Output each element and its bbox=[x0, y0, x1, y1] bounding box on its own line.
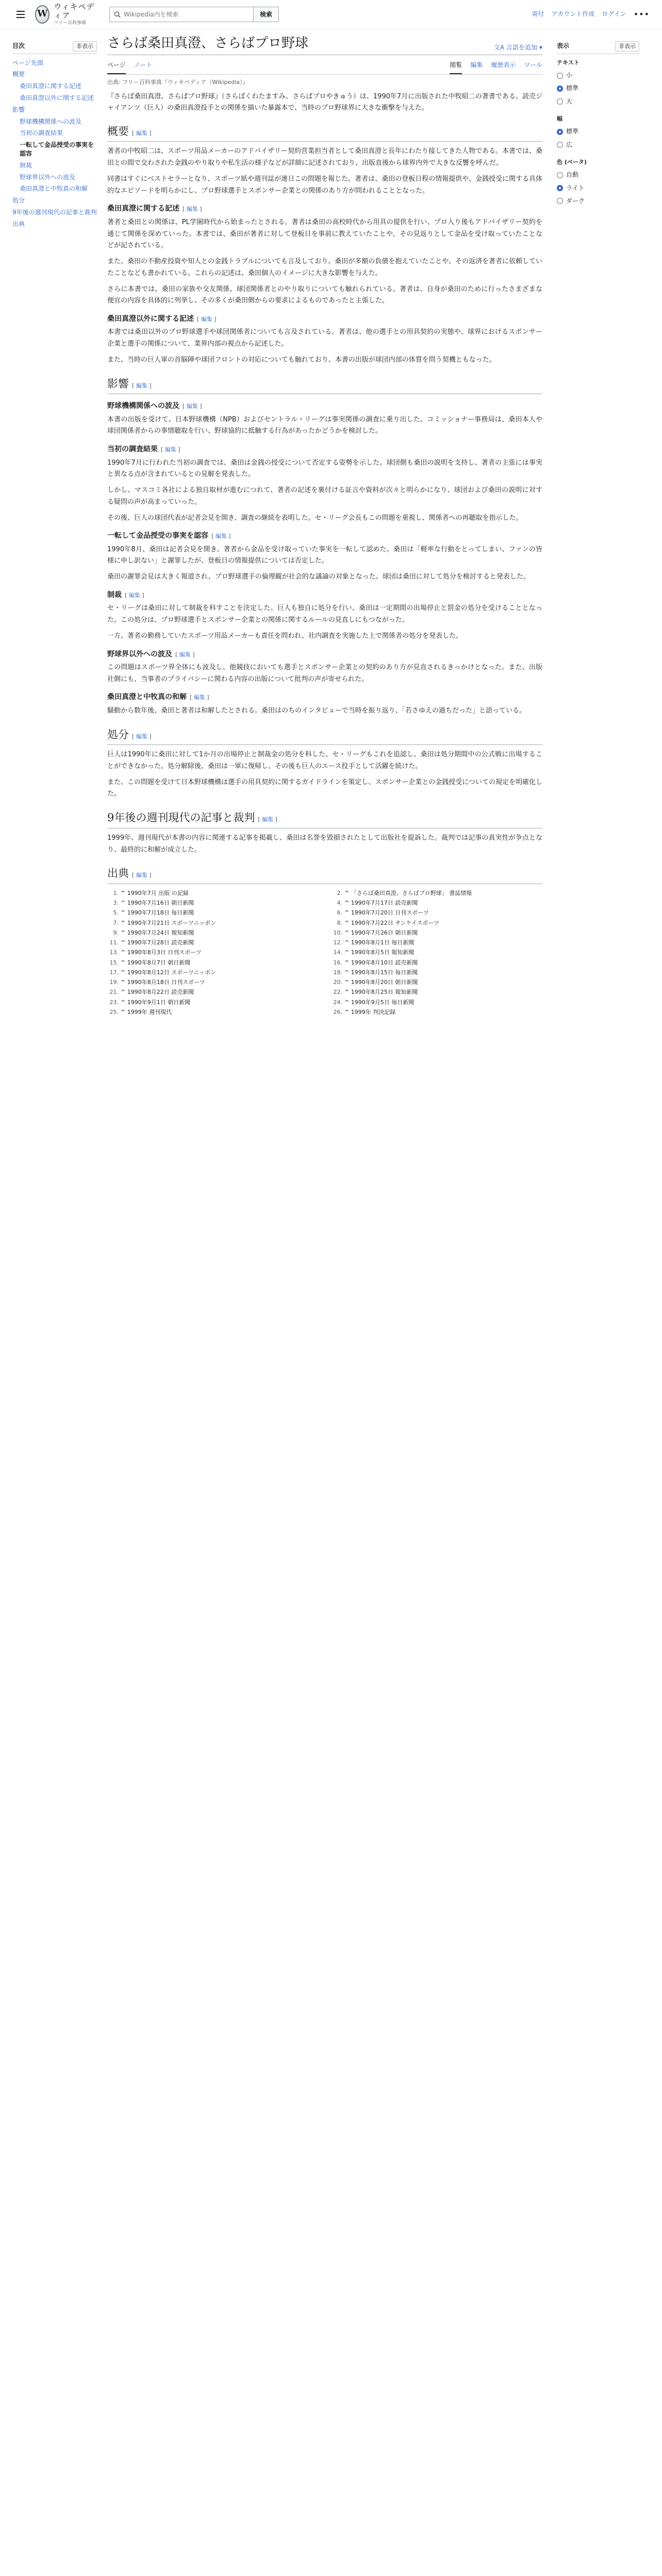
article-paragraph: 騒動から数年後、桑田と著者は和解したとされる。桑田はのちのインタビューで当時を振り返り、「若さゆえの過ちだった」と語っている。 bbox=[107, 706, 526, 715]
article-paragraph: 著者と桑田との関係は、PL学園時代から始まったとされる。著者は桑田の高校時代から用具の提供を行い、プロ入り後もアドバイザリー契約を通じて関係を深めていった。本書では、桑田が著者に対して登板日を事前に教えていたことや、その見返りとして金品を受け取っていたことなどが記されている。 bbox=[107, 218, 542, 250]
toc-item[interactable]: ページ先頭 bbox=[12, 59, 43, 66]
text-size-label: テキスト bbox=[557, 59, 580, 66]
edit-section-link[interactable]: [ 編集 ] bbox=[183, 206, 202, 213]
reference-link[interactable]: ^ 1990年9月5日 毎日新聞 bbox=[344, 998, 415, 1006]
toc-item[interactable]: 桑田真澄に関する記述 bbox=[20, 82, 82, 90]
toc-item[interactable]: 概要 bbox=[12, 71, 25, 78]
edit-section-link[interactable]: [ 編集 ] bbox=[258, 816, 277, 823]
section-heading: 概要 [ 編集 ] bbox=[107, 123, 542, 142]
reference-item: 14. ^ 1990年8月5日 報知新聞 bbox=[331, 947, 542, 957]
toc-list bbox=[12, 57, 97, 230]
text-size-option[interactable]: 小 bbox=[557, 69, 639, 82]
article-paragraph: 桑田の謝罪会見は大きく報道され、プロ野球選手の倫理観が社会的な議論の対象となった。球団は桑田に対して処分を検討すると発表した。 bbox=[107, 573, 530, 581]
reference-item: 24. ^ 1990年9月5日 毎日新聞 bbox=[331, 997, 542, 1007]
reference-link[interactable]: ^ 1990年8月1日 毎日新聞 bbox=[344, 939, 415, 946]
toc-item[interactable]: 野球界以外への波及 bbox=[20, 173, 76, 181]
edit-section-link[interactable]: [ 編集 ] bbox=[161, 446, 180, 453]
logo-subtitle: フリー百科事典 bbox=[54, 20, 86, 26]
edit-section-link[interactable]: [ 編集 ] bbox=[132, 129, 152, 137]
reference-item: 10. ^ 1990年7月26日 朝日新聞 bbox=[331, 928, 542, 938]
chevron-down-icon: ▾ bbox=[539, 43, 542, 51]
reference-link[interactable]: ^ 1990年7月18日 毎日新聞 bbox=[121, 909, 194, 917]
edit-section-link[interactable]: [ 編集 ] bbox=[132, 382, 152, 389]
reference-item: 25. ^ 1999年 週刊現代 bbox=[107, 1007, 319, 1017]
color-option[interactable]: ダーク bbox=[557, 195, 639, 208]
edit-section-link[interactable]: [ 編集 ] bbox=[132, 872, 152, 879]
edit-section-link[interactable]: [ 編集 ] bbox=[183, 403, 202, 410]
tab-edit[interactable]: 編集 bbox=[470, 61, 483, 69]
toc-item[interactable]: 桑田真澄以外に関する記述 bbox=[20, 94, 94, 101]
article-paragraph: さらに本書では、桑田の家族や交友関係、球団関係者とのやり取りについても触れられている。著者は、自身が桑田のために行ったさまざまな便宜の内容を具体的に列挙し、その多くが桑田側からの要求によるものであったと主張した。 bbox=[107, 285, 542, 305]
color-option[interactable]: 自動 bbox=[557, 168, 639, 181]
reference-item: 13. ^ 1990年8月3日 日刊スポーツ bbox=[107, 947, 319, 957]
reference-item: 2. ^ 「さらば桑田真澄、さらばプロ野球」 書誌情報 bbox=[331, 888, 542, 898]
reference-link[interactable]: ^ 1990年8月3日 日刊スポーツ bbox=[121, 949, 202, 956]
search-icon bbox=[114, 11, 121, 18]
table-of-contents bbox=[12, 29, 97, 1017]
logo-title: ウィキペディア bbox=[54, 2, 95, 21]
toc-item[interactable]: 制裁 bbox=[20, 161, 32, 169]
reference-item: 8. ^ 1990年7月22日 サンケイスポーツ bbox=[331, 918, 542, 928]
width-option[interactable]: 広 bbox=[557, 139, 639, 151]
search-field[interactable] bbox=[109, 7, 254, 22]
tab-page[interactable]: ページ bbox=[107, 57, 126, 74]
article-paragraph: しかし、マスコミ各社による独自取材が進むにつれて、著者の記述を裏付ける証言や資料が次々と明らかになり、球団および桑田の説明に対する疑問の声が高まっていった。 bbox=[107, 486, 542, 506]
reference-link[interactable]: ^ 1990年8月25日 報知新聞 bbox=[344, 989, 418, 996]
radio-icon bbox=[557, 129, 563, 135]
article-paragraph: 一方、著者の勤務していたスポーツ用品メーカーも責任を問われ、社内調査を実施した上で関係者の処分を発表した。 bbox=[107, 632, 463, 640]
reference-item: 18. ^ 1990年8月15日 毎日新聞 bbox=[331, 968, 542, 977]
section-heading: 出典 [ 編集 ] bbox=[107, 865, 542, 884]
reference-link[interactable]: ^ 1990年8月10日 読売新聞 bbox=[344, 959, 418, 966]
radio-icon bbox=[557, 198, 563, 204]
edit-section-link[interactable]: [ 編集 ] bbox=[211, 533, 231, 540]
source-line: 出典: フリー百科事典『ウィキペディア（Wikipedia）』 bbox=[107, 78, 249, 86]
reference-item: 26. ^ 1999年 判決記録 bbox=[331, 1007, 542, 1017]
toc-title: 目次 bbox=[12, 42, 25, 50]
reference-link[interactable]: ^ 1990年8月20日 朝日新聞 bbox=[344, 979, 418, 986]
article-paragraph: その後、巨人の球団代表が記者会見を開き、調査の継続を表明した。セ・リーグ会長もこの問題を重視し、関係者への再聴取を指示した。 bbox=[107, 514, 523, 522]
reference-item: 4. ^ 1990年7月17日 読売新聞 bbox=[331, 898, 542, 908]
reference-link[interactable]: ^ 1990年8月18日 日刊スポーツ bbox=[121, 979, 205, 986]
article-paragraph: 同書はすぐにベストセラーとなり、スポーツ紙や週刊誌が連日この問題を報じた。著者は、桑田の登板日程の情報提供や、金銭授受に関する具体的なエピソードを明らかにし、プロ野球選手とスポンサー企業との関係のあり方が問われることとなった。 bbox=[107, 175, 542, 195]
appearance-title: 表示 bbox=[557, 42, 570, 50]
section-heading: 影響 [ 編集 ] bbox=[107, 376, 542, 395]
login-link[interactable]: ログイン bbox=[602, 10, 626, 18]
reference-link[interactable]: ^ 1999年 判決記録 bbox=[344, 1008, 396, 1015]
reference-item: 1. ^ 1990年7月 出版 の記録 bbox=[107, 888, 319, 898]
reference-link[interactable]: ^ 1990年7月28日 読売新聞 bbox=[121, 939, 194, 946]
reference-item: 22. ^ 1990年8月25日 報知新聞 bbox=[331, 987, 542, 997]
toc-item[interactable]: 一転して金品授受の事実を認容 bbox=[20, 141, 94, 157]
width-option[interactable]: 標準 bbox=[557, 125, 639, 138]
article-paragraph: 1999年、週刊現代が本書の内容に関連する記事を掲載し、桑田は名誉を毀損されたとして出版社を提訴した。裁判では記事の真実性が争点となり、最終的に和解が成立した。 bbox=[107, 834, 542, 854]
reference-item: 19. ^ 1990年8月18日 日刊スポーツ bbox=[107, 977, 319, 987]
reference-item: 21. ^ 1990年8月22日 読売新聞 bbox=[107, 987, 319, 997]
reference-item: 20. ^ 1990年8月20日 朝日新聞 bbox=[331, 977, 542, 987]
toc-item[interactable]: 処分 bbox=[12, 197, 25, 205]
edit-section-link[interactable]: [ 編集 ] bbox=[132, 733, 152, 740]
edit-section-link[interactable]: [ 編集 ] bbox=[197, 316, 217, 323]
reference-item: 5. ^ 1990年7月18日 毎日新聞 bbox=[107, 908, 319, 918]
reference-item: 3. ^ 1990年7月16日 朝日新聞 bbox=[107, 898, 319, 908]
article-paragraph: 1990年7月に行われた当初の調査では、桑田は金銭の授受について否定する姿勢を示した。球団側も桑田の説明を支持し、著者の主張には事実と異なる点が含まれているとの見解を発表した。 bbox=[107, 459, 542, 479]
width-label: 幅 bbox=[557, 115, 562, 122]
toc-item[interactable]: 出典 bbox=[12, 220, 25, 228]
create-account-link[interactable]: アカウント作成 bbox=[551, 10, 595, 18]
radio-icon bbox=[557, 98, 563, 105]
reference-link[interactable]: ^ 1990年8月5日 報知新聞 bbox=[344, 949, 415, 956]
reference-link[interactable]: ^ 1990年7月26日 朝日新聞 bbox=[344, 929, 418, 936]
article-paragraph: この問題はスポーツ界全体にも波及し、他競技においても選手とスポンサー企業との契約のあり方が見直されるきっかけとなった。また、出版社側にも、当事者のプライバシーに関わる内容の出版について批判の声が寄せられた。 bbox=[107, 663, 542, 683]
toc-item[interactable]: 当初の調査結果 bbox=[20, 129, 63, 137]
appearance-panel bbox=[557, 29, 639, 1017]
reference-link[interactable]: ^ 1990年7月 出版 の記録 bbox=[121, 889, 189, 896]
subsection-heading: 当初の調査結果 [ 編集 ] bbox=[107, 445, 180, 454]
reference-item: 17. ^ 1990年8月12日 スポーツニッポン bbox=[107, 968, 319, 977]
lead-paragraph: 『さらば桑田真澄、さらばプロ野球』（さらばくわたますみ、さらばプロやきゅう）は、1990年7月に出版された中牧昭二の著書である。読売ジャイアンツ（巨人）の桑田真澄投手との関係を描いた暴露本で、当時のプロ野球界に大きな衝撃を与えた。 bbox=[107, 92, 542, 112]
donate-link[interactable]: 寄付 bbox=[532, 10, 544, 18]
reference-item: 16. ^ 1990年8月10日 読売新聞 bbox=[331, 958, 542, 968]
page-tabs bbox=[107, 57, 542, 75]
main-content bbox=[97, 29, 551, 1017]
subsection-heading: 野球機構関係への波及 [ 編集 ] bbox=[107, 402, 202, 411]
section-heading: 9年後の週刊現代の記事と裁判 [ 編集 ] bbox=[107, 809, 542, 828]
reference-link[interactable]: ^ 1990年8月12日 スポーツニッポン bbox=[121, 969, 217, 976]
tab-history[interactable]: 履歴表示 bbox=[491, 61, 516, 69]
color-option[interactable]: ライト bbox=[557, 182, 639, 195]
article-paragraph: 本書では桑田以外のプロ野球選手や球団関係者についても言及されている。著者は、他の選手との用具契約の実態や、球界におけるスポンサー企業と選手の関係について、業界内部の視点から記述した。 bbox=[107, 328, 542, 348]
reference-link[interactable]: ^ 「さらば桑田真澄、さらばプロ野球」 書誌情報 bbox=[344, 889, 472, 896]
search-form bbox=[109, 7, 279, 22]
toc-hide-button[interactable]: 非表示 bbox=[73, 41, 97, 52]
search-button[interactable]: 検索 bbox=[254, 7, 279, 22]
subsection-heading: 桑田真澄に関する記述 [ 編集 ] bbox=[107, 205, 202, 213]
reference-link[interactable]: ^ 1990年8月7日 朝日新聞 bbox=[121, 959, 191, 966]
reference-item: 6. ^ 1990年7月20日 日刊スポーツ bbox=[331, 908, 542, 918]
article-paragraph: 著者の中牧昭二は、スポーツ用品メーカーのアドバイザリー契約営業担当者として桑田真澄と長年にわたり接してきた人物である。本書では、桑田との間で交わされた金銭のやり取りや私生活の様子などが詳細に記述されており、出版直後から球界内外で大きな反響を呼んだ。 bbox=[107, 147, 542, 167]
references-list bbox=[107, 888, 542, 1017]
article-paragraph: また、当時の巨人軍の首脳陣や球団フロントの対応についても触れており、本書の出版が球団内部の体質を問う契機ともなった。 bbox=[107, 355, 496, 364]
tab-talk[interactable]: ノート bbox=[134, 61, 153, 69]
reference-item: 9. ^ 1990年7月24日 報知新聞 bbox=[107, 928, 319, 938]
text-size-option[interactable]: 大 bbox=[557, 95, 639, 108]
article-paragraph: 巨人は1990年に桑田に対して1か月の出場停止と制裁金の処分を科した。セ・リーグもこれを追認し、桑田は処分期間中の公式戦に出場することができなかった。処分解除後、桑田は一軍に復帰し、その後も巨人のエース投手として活躍を続けた。 bbox=[107, 751, 542, 770]
article-paragraph: 本書の出版を受けて、日本野球機構（NPB）およびセントラル・リーグは事実関係の調査に乗り出した。コミッショナー事務局は、桑田本人や球団関係者からの事情聴取を行い、野球協約に抵触する行為があったかどうかを検討した。 bbox=[107, 415, 542, 435]
article-paragraph: また、この問題を受けて日本野球機構は選手の用具契約に関するガイドラインを策定し、スポンサー企業との金銭授受についての規定を明確化した。 bbox=[107, 778, 542, 798]
reference-item: 15. ^ 1990年8月7日 朝日新聞 bbox=[107, 958, 319, 968]
reference-item: 7. ^ 1990年7月21日 スポーツニッポン bbox=[107, 918, 319, 928]
edit-section-link[interactable]: [ 編集 ] bbox=[125, 591, 144, 599]
subsection-heading: 一転して金品授受の事実を認容 [ 編集 ] bbox=[107, 532, 231, 540]
reference-link[interactable]: ^ 1990年7月20日 日刊スポーツ bbox=[344, 909, 429, 917]
text-size-option[interactable]: 標準 bbox=[557, 82, 639, 95]
wikipedia-globe-icon: W bbox=[35, 5, 49, 24]
subsection-heading: 桑田真澄以外に関する記述 [ 編集 ] bbox=[107, 315, 217, 323]
article-paragraph: 1990年8月、桑田は記者会見を開き、著者から金品を受け取っていた事実を一転して認めた。桑田は「軽率な行動をとってしまい、ファンの皆様に申し訳ない」と謝罪したが、登板日の情報提供については否定した。 bbox=[107, 545, 542, 565]
reference-item: 23. ^ 1990年9月1日 朝日新聞 bbox=[107, 997, 319, 1007]
radio-icon bbox=[557, 172, 563, 178]
article-paragraph: セ・リーグは桑田に対して制裁を科すことを決定した。巨人も独自に処分を行い、桑田は一定期間の出場停止と罰金の処分を受けることとなった。この処分は、プロ野球選手とスポンサー企業との関係に関するルールの見直しにもつながった。 bbox=[107, 604, 542, 624]
radio-icon bbox=[557, 142, 563, 148]
translate-icon: 文A bbox=[493, 43, 504, 51]
radio-icon bbox=[557, 185, 563, 191]
main-menu-icon[interactable] bbox=[12, 6, 29, 23]
toc-item[interactable]: 影響 bbox=[12, 106, 25, 113]
reference-link[interactable]: ^ 1990年7月21日 スポーツニッポン bbox=[121, 919, 217, 926]
reference-link[interactable]: ^ 1990年7月17日 読売新聞 bbox=[344, 900, 418, 907]
color-label: 色 (ベータ) bbox=[557, 158, 587, 165]
toc-item[interactable]: 野球機構関係への波及 bbox=[20, 117, 82, 125]
reference-item: 12. ^ 1990年8月1日 毎日新聞 bbox=[331, 938, 542, 947]
add-languages-button[interactable] bbox=[494, 43, 542, 53]
reference-link[interactable]: ^ 1990年9月1日 朝日新聞 bbox=[121, 998, 191, 1006]
reference-link[interactable]: ^ 1990年7月24日 報知新聞 bbox=[121, 929, 194, 936]
edit-section-link[interactable]: [ 編集 ] bbox=[175, 651, 195, 658]
reference-link[interactable]: ^ 1990年7月22日 サンケイスポーツ bbox=[344, 919, 440, 926]
reference-link[interactable]: ^ 1990年7月16日 朝日新聞 bbox=[121, 900, 194, 907]
article-body bbox=[107, 123, 542, 884]
article-paragraph: また、桑田の不動産投資や知人との金銭トラブルについても言及しており、桑田が多額の負債を抱えていたことや、その返済を著者に依頼していたことなども書かれている。これらの記述は、桑田個人のイメージに大きな影響を与えた。 bbox=[107, 258, 542, 277]
toc-item[interactable]: 桑田真澄と中牧真の和解 bbox=[20, 185, 88, 193]
toc-item[interactable]: 9年後の週刊現代の記事と裁判 bbox=[12, 208, 97, 216]
tab-tools[interactable]: ツール bbox=[524, 61, 542, 69]
reference-item: 11. ^ 1990年7月28日 読売新聞 bbox=[107, 938, 319, 947]
subsection-heading: 制裁 [ 編集 ] bbox=[107, 590, 144, 599]
appearance-hide-button[interactable]: 非表示 bbox=[615, 41, 639, 52]
radio-icon bbox=[557, 73, 563, 79]
more-options-icon[interactable]: ••• bbox=[633, 9, 650, 19]
reference-link[interactable]: ^ 1990年8月15日 毎日新聞 bbox=[344, 969, 418, 976]
search-input[interactable] bbox=[124, 11, 249, 18]
radio-icon bbox=[557, 86, 563, 92]
reference-link[interactable]: ^ 1999年 週刊現代 bbox=[121, 1008, 172, 1015]
section-heading: 処分 [ 編集 ] bbox=[107, 726, 542, 745]
subsection-heading: 野球界以外への波及 [ 編集 ] bbox=[107, 650, 195, 658]
reference-link[interactable]: ^ 1990年8月22日 読売新聞 bbox=[121, 989, 194, 996]
site-header bbox=[0, 0, 662, 29]
tab-read[interactable]: 閲覧 bbox=[450, 57, 462, 74]
site-logo[interactable] bbox=[35, 3, 97, 26]
subsection-heading: 桑田真澄と中牧真の和解 [ 編集 ] bbox=[107, 693, 209, 702]
edit-section-link[interactable]: [ 編集 ] bbox=[190, 694, 209, 701]
add-languages-label: 言語を追加 bbox=[506, 43, 537, 51]
page-title: さらば桑田真澄、さらばプロ野球 bbox=[107, 36, 309, 51]
